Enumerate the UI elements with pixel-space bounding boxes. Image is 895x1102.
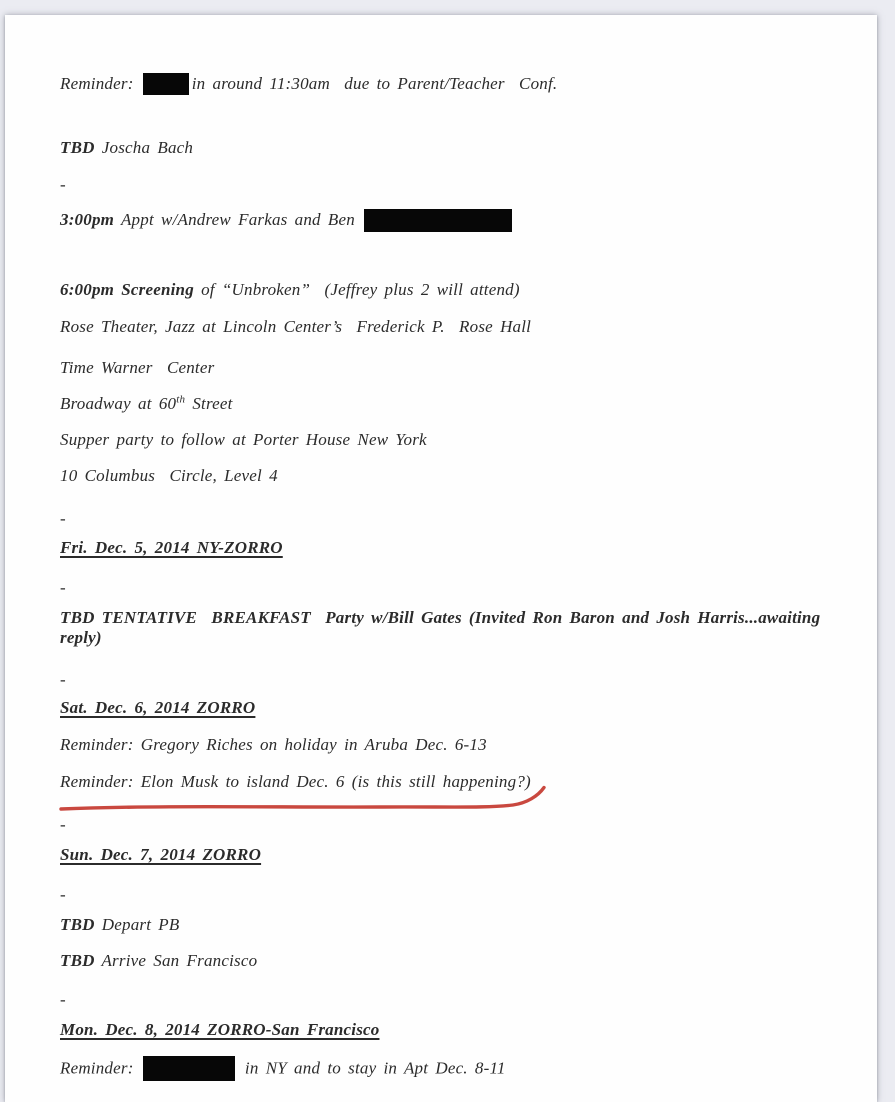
redaction-bar bbox=[364, 209, 512, 232]
text-segment: Time Warner Center bbox=[60, 358, 215, 377]
redaction-bar bbox=[143, 73, 189, 95]
document-line bbox=[60, 279, 520, 301]
document-line bbox=[60, 627, 102, 649]
text-segment: - bbox=[60, 509, 66, 528]
text-segment: TBD TENTATIVE BREAKFAST Party w/Bill Gates (Invited Ron Baron and Josh Harris...awaiting bbox=[60, 608, 821, 627]
dash-line bbox=[60, 577, 66, 599]
document-line bbox=[60, 465, 278, 487]
document-line bbox=[60, 950, 257, 972]
dash-line bbox=[60, 174, 66, 196]
text-segment: - bbox=[60, 175, 66, 194]
text-segment: Reminder: Gregory Riches on holiday in Aruba Dec. 6-13 bbox=[60, 735, 487, 754]
text-segment: - bbox=[60, 670, 66, 689]
text-segment: Joscha Bach bbox=[94, 138, 194, 157]
document-line bbox=[60, 1057, 506, 1082]
text-segment: reply) bbox=[60, 628, 102, 647]
text-segment: Reminder: Elon Musk to island Dec. 6 (is this still happening?) bbox=[60, 772, 531, 791]
text-segment: Arrive San Francisco bbox=[94, 951, 258, 970]
section-heading bbox=[60, 1019, 379, 1041]
text-segment: - bbox=[60, 578, 66, 597]
text-segment: Fri. Dec. 5, 2014 NY-ZORRO bbox=[60, 538, 283, 557]
document-page bbox=[5, 15, 877, 1102]
document-line bbox=[60, 137, 193, 159]
section-heading bbox=[60, 697, 255, 719]
text-segment: Reminder: bbox=[60, 74, 141, 93]
dash-line bbox=[60, 669, 66, 691]
text-segment: Reminder: bbox=[60, 1058, 141, 1078]
text-segment: th bbox=[176, 393, 186, 406]
document-line bbox=[60, 734, 487, 756]
text-segment: Mon. Dec. 8, 2014 ZORRO-San Francisco bbox=[60, 1020, 380, 1039]
document-line bbox=[60, 73, 557, 96]
document-line bbox=[60, 607, 820, 629]
document-line bbox=[60, 316, 531, 338]
text-segment: Broadway at 60 bbox=[60, 394, 177, 413]
text-segment: - bbox=[60, 990, 66, 1009]
text-segment: of “Unbroken” (Jeffrey plus 2 will attend) bbox=[193, 280, 520, 299]
redaction-bar bbox=[143, 1056, 235, 1081]
text-segment: in around 11:30am due to Parent/Teacher Conf. bbox=[191, 74, 558, 93]
text-segment: - bbox=[60, 815, 66, 834]
document-line bbox=[60, 357, 214, 379]
section-heading bbox=[60, 844, 261, 866]
text-segment: Sat. Dec. 6, 2014 ZORRO bbox=[60, 698, 256, 717]
text-segment: Rose Theater, Jazz at Lincoln Center’s Frederick P. Rose Hall bbox=[60, 317, 532, 336]
text-segment: Appt w/Andrew Farkas and Ben bbox=[114, 210, 363, 229]
dash-line bbox=[60, 814, 66, 836]
document-line bbox=[60, 429, 427, 451]
text-segment: in NY and to stay in Apt Dec. 8-11 bbox=[237, 1058, 506, 1078]
text-segment: Street bbox=[185, 394, 233, 413]
document-line bbox=[60, 393, 233, 415]
document-line bbox=[60, 914, 179, 936]
document-line bbox=[60, 209, 515, 233]
text-segment: 6:00pm Screening bbox=[60, 280, 194, 299]
text-segment: 10 Columbus Circle, Level 4 bbox=[60, 466, 278, 485]
text-segment: 3:00pm bbox=[60, 210, 115, 229]
text-segment: TBD bbox=[60, 138, 95, 157]
text-segment: TBD bbox=[60, 915, 95, 934]
text-segment: Supper party to follow at Porter House New York bbox=[60, 430, 427, 449]
dash-line bbox=[60, 508, 66, 530]
document-line bbox=[60, 771, 531, 793]
text-segment: Depart PB bbox=[94, 915, 180, 934]
section-heading bbox=[60, 537, 283, 559]
text-segment: TBD bbox=[60, 951, 95, 970]
dash-line bbox=[60, 884, 66, 906]
text-segment: - bbox=[60, 885, 66, 904]
text-segment: Sun. Dec. 7, 2014 ZORRO bbox=[60, 845, 262, 864]
dash-line bbox=[60, 989, 66, 1011]
